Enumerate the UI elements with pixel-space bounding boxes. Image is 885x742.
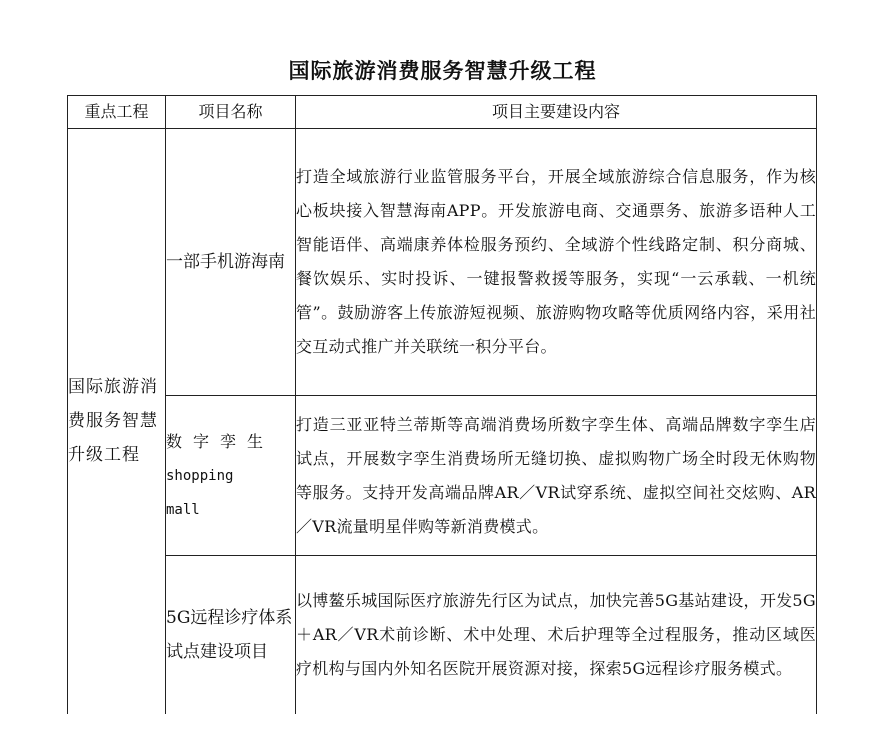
header-category: 重点工程 bbox=[68, 96, 166, 129]
table-row bbox=[68, 129, 817, 396]
category-cell bbox=[68, 129, 166, 714]
project-name-en-line-2: mall bbox=[166, 501, 200, 518]
table-row bbox=[68, 396, 817, 556]
header-name: 项目名称 bbox=[166, 96, 296, 129]
project-name-cell bbox=[166, 396, 296, 556]
project-name: 一部手机游海南 bbox=[166, 252, 285, 272]
project-name-en-line-1: shopping bbox=[166, 467, 234, 484]
project-name-cell bbox=[166, 129, 296, 396]
project-name-cell bbox=[166, 556, 296, 714]
project-name: 数字孪生 bbox=[166, 431, 275, 451]
project-content-cell bbox=[296, 556, 817, 714]
project-content: 打造全域旅游行业监管服务平台，开展全域旅游综合信息服务，作为核心板块接入智慧海南APP。开发旅游电商、交通票务、旅游多语种人工智能语伴、高端康养体检服务预约、全域游个性线路定制、积分商城、餐饮娱乐、实时投诉、一键报警救援等服务，实现“一云承载、一机统管”。鼓励游客上传旅游短视频、旅游购物攻略等优质网络内容，采用社交互动式推广并关联统一积分平台。 bbox=[296, 167, 816, 356]
project-content-cell bbox=[296, 396, 817, 556]
project-content: 打造三亚亚特兰蒂斯等高端消费场所数字孪生体、高端品牌数字孪生店试点，开展数字孪生消费场所无缝切换、虚拟购物广场全时段无休购物等服务。支持开发高端品牌AR／VR试穿系统、虚拟空间社交炫购、AR／VR流量明星伴购等新消费模式。 bbox=[296, 414, 816, 536]
project-table bbox=[67, 95, 817, 714]
project-name: 5G远程诊疗体系试点建设项目 bbox=[166, 607, 293, 662]
table-row bbox=[68, 556, 817, 714]
category-text: 国际旅游消费服务智慧升级工程 bbox=[68, 377, 158, 466]
header-content: 项目主要建设内容 bbox=[296, 96, 817, 129]
page-title: 国际旅游消费服务智慧升级工程 bbox=[288, 59, 597, 83]
project-content-cell bbox=[296, 129, 817, 396]
project-content: 以博鳌乐城国际医疗旅游先行区为试点，加快完善5G基站建设，开发5G＋AR／VR术前诊断、术中处理、术后护理等全过程服务，推动区域医疗机构与国内外知名医院开展资源对接，探索5G远程诊疗服务模式。 bbox=[296, 590, 816, 678]
table-header-row bbox=[68, 96, 817, 129]
